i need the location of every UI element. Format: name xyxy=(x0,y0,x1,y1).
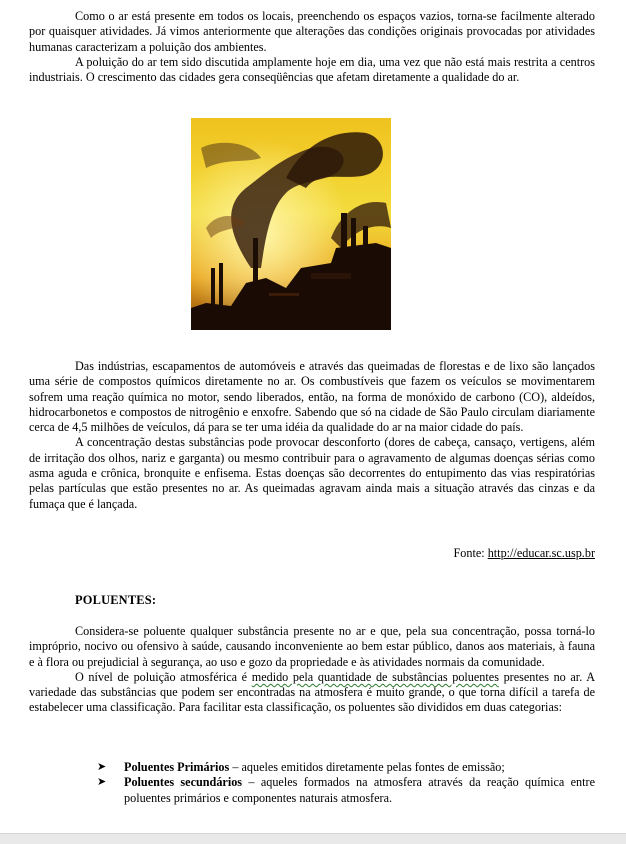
intro-text-block xyxy=(29,9,595,85)
section-heading: POLUENTES: xyxy=(75,593,157,607)
industry-text-block xyxy=(29,359,595,512)
pollutants-paragraph-1: Considera-se poluente qualquer substância presente no ar e que, pela sua concentração, possa torná-lo impróprio, nocivo ou ofensivo à saúde, causando inconveniente ao bem estar público, danos aos materiais, à fauna e à flora ou prejudicial à segurança, ao uso e gozo da propriedade e às atividades normais da comunidade. xyxy=(29,624,595,669)
grammar-marked-phrase: medido pela quantidade de substâncias poluentes xyxy=(251,669,499,684)
intro-paragraph-2: A poluição do ar tem sido discutida amplamente hoje em dia, uma vez que não está mais restrita a centros industriais. O crescimento das cidades gera conseqüências que afetam diretamente a qualidade do ar. xyxy=(29,54,595,85)
pollutants-paragraph-2-start: O nível de poluição atmosférica é xyxy=(75,669,252,684)
list-item-term: Poluentes secundários xyxy=(124,775,243,790)
arrow-bullet-icon: ➤ xyxy=(97,776,107,789)
source-label: Fonte: xyxy=(453,546,488,560)
pollutants-text-block xyxy=(29,624,595,716)
list-item-description: – aqueles formados na atmosfera através da reação química entre poluentes primários e componentes naturais atmosfera. xyxy=(124,775,595,805)
intro-paragraph-1: Como o ar está presente em todos os locais, preenchendo os espaços vazios, torna-se facilmente alterado por quaisquer atividades. Já vimos anteriormente que alterações das condições originais provocadas por atividades humanas caracterizam a poluição dos ambientes. xyxy=(29,9,595,54)
industry-paragraph-2: A concentração destas substâncias pode provocar desconforto (dores de cabeça, cansaço, vertigens, além de irritação dos olhos, nariz e garganta) ou mesmo contribuir para o agravamento de algumas doenças sérias como asma aguda e crônica, bronquite e enfisema. Estas doenças são decorrentes do entupimento das vias respiratórias pelas partículas que estão presentes no ar. As queimadas agravam ainda mais a situação através das cinzas e da fumaça que é lançada. xyxy=(29,435,595,511)
list-item xyxy=(97,760,595,775)
page-bottom-edge xyxy=(0,833,626,844)
source-link[interactable]: http://educar.sc.usp.br xyxy=(487,546,595,560)
factory-smoke-photo xyxy=(191,118,391,330)
list-item xyxy=(97,775,595,806)
pollutants-paragraph-2-end: presentes no ar. A variedade das substâncias que podem ser encontradas na atmosfera é muito grande, o que torna difícil a tarefa de estabelecer uma classificação. Para facilitar esta classificação, os poluentes são divididos em duas categorias: xyxy=(29,669,595,715)
pollutant-categories-list xyxy=(97,760,595,806)
pollutants-paragraph-2 xyxy=(29,670,595,716)
source-citation xyxy=(454,546,596,561)
list-item-description: – aqueles emitidos diretamente pelas fontes de emissão; xyxy=(229,760,505,774)
list-item-term: Poluentes Primários xyxy=(124,760,230,774)
industry-paragraph-1: Das indústrias, escapamentos de automóveis e através das queimadas de florestas e de lixo são lançados uma série de compostos químicos diretamente no ar. Os combustíveis que fazem os veículos se movimentarem sofrem uma reação química no motor, sendo liberados, então, na forma de monóxido de carbono (CO), aldeídos, hidrocarbonetos e compostos de nitrogênio e enxofre. Sabendo que só na cidade de São Paulo circulam diariamente cerca de 4,5 milhões de veículos, dá para se ter uma idéia da qualidade do ar na maior cidade do país. xyxy=(29,359,595,435)
arrow-bullet-icon: ➤ xyxy=(97,761,107,773)
